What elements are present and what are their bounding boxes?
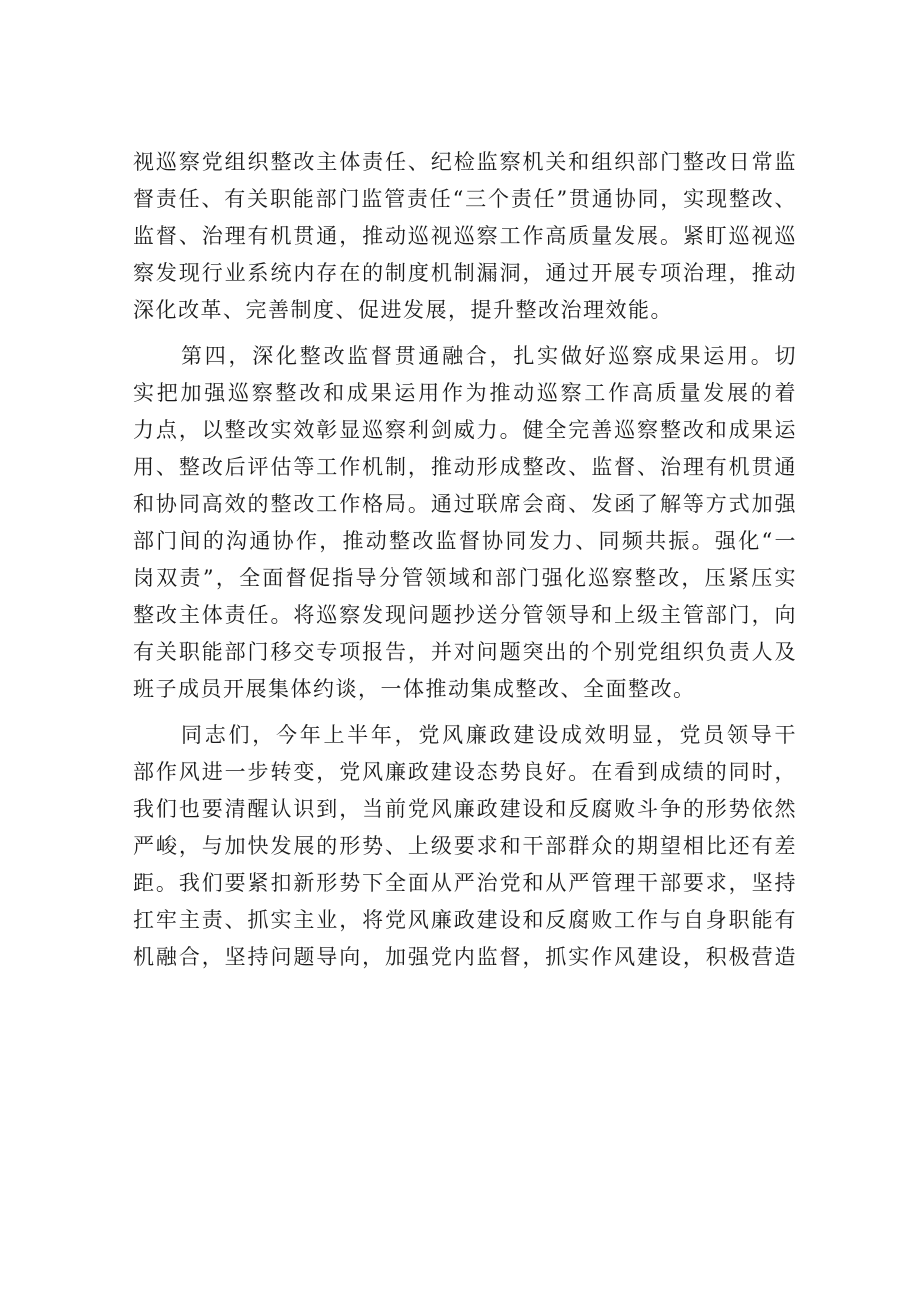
text-line: 力点，以整改实效彰显巡察利剑威力。健全完善巡察整改和成果运 [133, 418, 797, 442]
text-line: 距。我们要紧扣新形势下全面从严治党和从严管理干部要求，坚持 [133, 871, 797, 895]
text-line: 第四，深化整改监督贯通融合，扎实做好巡察成果运用。切 [181, 344, 797, 368]
text-line: 部门间的沟通协作，推动整改监督协同发力、同频共振。强化“一 [133, 529, 797, 553]
text-line: 有关职能部门移交专项报告，并对问题突出的个别党组织负责人及 [133, 640, 797, 664]
text-line: 同志们，今年上半年，党风廉政建设成效明显，党员领导干 [181, 723, 797, 747]
text-line: 我们也要清醒认识到，当前党风廉政建设和反腐败斗争的形势依然 [133, 797, 797, 821]
text-line: 视巡察党组织整改主体责任、纪检监察机关和组织部门整改日常监 [133, 150, 797, 174]
paragraph-point-four [133, 338, 797, 708]
text-line: 实把加强巡察整改和成果运用作为推动巡察工作高质量发展的着 [133, 381, 797, 405]
document-body [133, 144, 797, 985]
text-line: 和协同高效的整改工作格局。通过联席会商、发函了解等方式加强 [133, 492, 797, 516]
text-line: 部作风进一步转变，党风廉政建设态势良好。在看到成绩的同时， [133, 760, 797, 784]
text-line: 机融合，坚持问题导向，加强党内监督，抓实作风建设，积极营造 [133, 945, 797, 969]
text-line: 监督、治理有机贯通，推动巡视巡察工作高质量发展。紧盯巡视巡 [133, 224, 797, 248]
text-line: 班子成员开展集体约谈，一体推动集成整改、全面整改。 [133, 677, 696, 701]
text-line: 严峻，与加快发展的形势、上级要求和干部群众的期望相比还有差 [133, 834, 797, 858]
paragraph-continued [133, 144, 797, 329]
text-line: 扛牢主责、抓实主业，将党风廉政建设和反腐败工作与自身职能有 [133, 908, 797, 932]
text-line: 深化改革、完善制度、促进发展，提升整改治理效能。 [133, 298, 673, 322]
paragraph-comrades [133, 717, 797, 976]
text-line: 岗双责”，全面督促指导分管领域和部门强化巡察整改，压紧压实 [133, 566, 797, 590]
text-line: 整改主体责任。将巡察发现问题抄送分管领导和上级主管部门，向 [133, 603, 797, 627]
text-line: 督责任、有关职能部门监管责任“三个责任”贯通协同，实现整改、 [133, 187, 797, 211]
text-line: 用、整改后评估等工作机制，推动形成整改、监督、治理有机贯通 [133, 455, 797, 479]
text-line: 察发现行业系统内存在的制度机制漏洞，通过开展专项治理，推动 [133, 261, 797, 285]
